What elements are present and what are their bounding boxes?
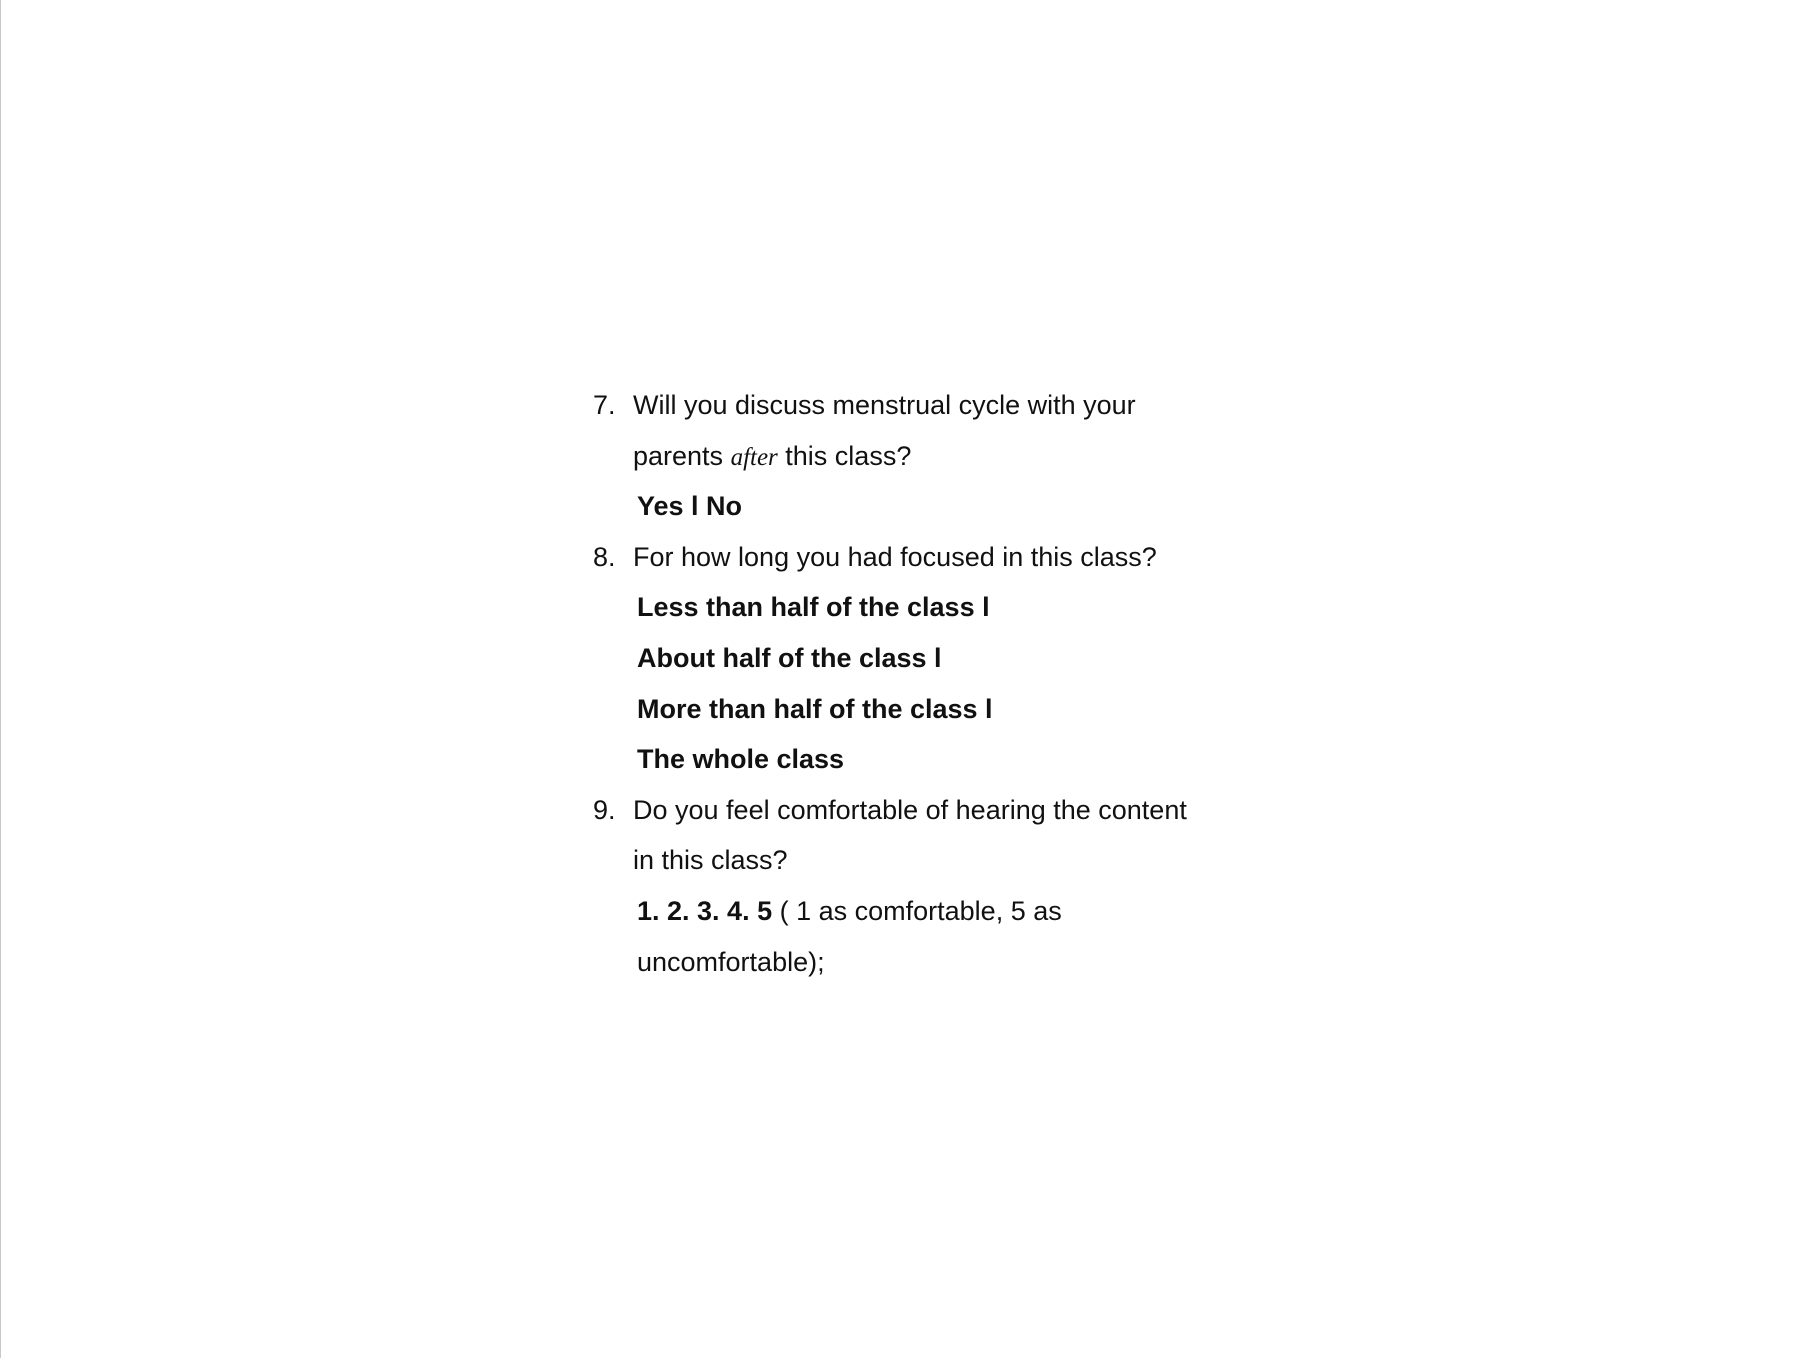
scale-values: 1. 2. 3. 4. 5 [637,895,773,926]
question-text-part: this class? [777,440,912,471]
question-number: 7. [593,390,616,420]
rating-scale [593,886,1293,937]
question-7 [593,380,1293,431]
answer-option: The whole class [637,744,845,775]
scale-note-continued: uncomfortable); [637,946,825,977]
answer-option: More than half of the class l [637,693,993,724]
answer-option: About half of the class l [637,642,942,673]
question-text: in this class? [633,845,788,876]
question-number: 9. [593,794,616,825]
question-7-continued [593,431,1293,482]
answer-option: Less than half of the class l [637,592,990,623]
question-number: 8. [593,541,616,572]
question-text: For how long you had focused in this class? [633,541,1157,572]
question-text: Do you feel comfortable of hearing the content [633,794,1187,825]
question-9-continued [593,835,1293,886]
question-8 [593,532,1293,583]
question-9 [593,785,1293,836]
answer-options: Yes l No [637,491,743,522]
questionnaire [593,380,1293,987]
question-text-part: parents [633,440,731,471]
emphasis-word: after [730,443,778,471]
scale-note: ( 1 as comfortable, 5 as [772,895,1062,926]
question-text: Will you discuss menstrual cycle with your [633,390,1136,420]
